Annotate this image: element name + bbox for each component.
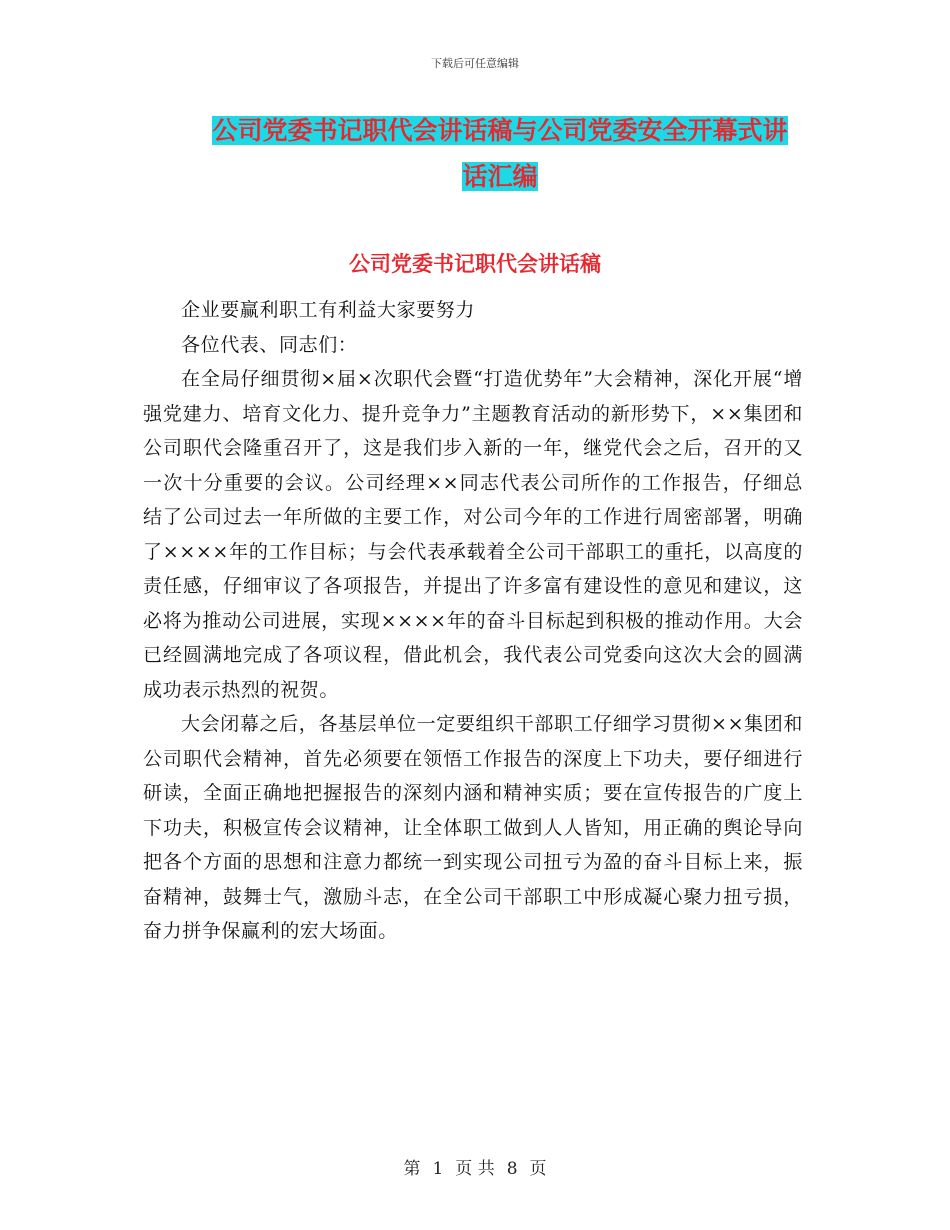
document-title-line-2: 话汇编 xyxy=(462,162,538,191)
current-page-number: 1 xyxy=(432,1159,444,1179)
paragraph-2: 大会闭幕之后，各基层单位一定要组织干部职工仔细学习贯彻××集团和公司职代会精神，首先必须要在领悟工作报告的深度上下功夫，要仔细进行研读，全面正确地把握报告的深刻内涵和精神实质；要在宣传报告的广度上下功夫，积极宣传会议精神，让全体职工做到人人皆知，用正确的舆论导向把各个方面的思想和注意力都统一到实现公司扭亏为盈的奋斗目标上来，振奋精神，鼓舞士气，激励斗志，在全公司干部职工中形成凝心聚力扭亏损，奋力拼争保赢利的宏大场面。 xyxy=(143,713,803,942)
total-page-count: 8 xyxy=(506,1159,518,1179)
document-title xyxy=(190,108,810,200)
header-note: 下载后可任意编辑 xyxy=(431,57,519,70)
footer-middle: 页 共 xyxy=(455,1159,495,1179)
footer-suffix: 页 xyxy=(529,1159,547,1179)
section-title: 公司党委书记职代会讲话稿 xyxy=(349,252,601,276)
document-title-line-1: 公司党委书记职代会讲话稿与公司党委安全开幕式讲 xyxy=(212,116,788,145)
paragraph-1: 在全局仔细贯彻×届×次职代会暨“打造优势年”大会精神，深化开展“增强党建力、培育文化力、提升竞争力”主题教育活动的新形势下，××集团和公司职代会隆重召开了，这是我们步入新的一年，继党代会之后，召开的又一次十分重要的会议。公司经理××同志代表公司所作的工作报告，仔细总结了公司过去一年所做的主要工作，对公司今年的工作进行周密部署，明确了××××年的工作目标；与会代表承载着全公司干部职工的重托，以高度的责任感，仔细审议了各项报告，并提出了许多富有建设性的意见和建议，这必将为推动公司进展，实现××××年的奋斗目标起到积极的推动作用。大会已经圆满地完成了各项议程，借此机会，我代表公司党委向这次大会的圆满成功表示热烈的祝贺。 xyxy=(143,368,803,701)
body-text xyxy=(143,293,803,949)
page-footer xyxy=(0,1154,950,1179)
paragraph-slogan: 企业要赢利职工有利益大家要努力 xyxy=(181,299,476,321)
paragraph-greeting: 各位代表、同志们： xyxy=(181,333,358,356)
footer-prefix: 第 xyxy=(403,1159,421,1179)
